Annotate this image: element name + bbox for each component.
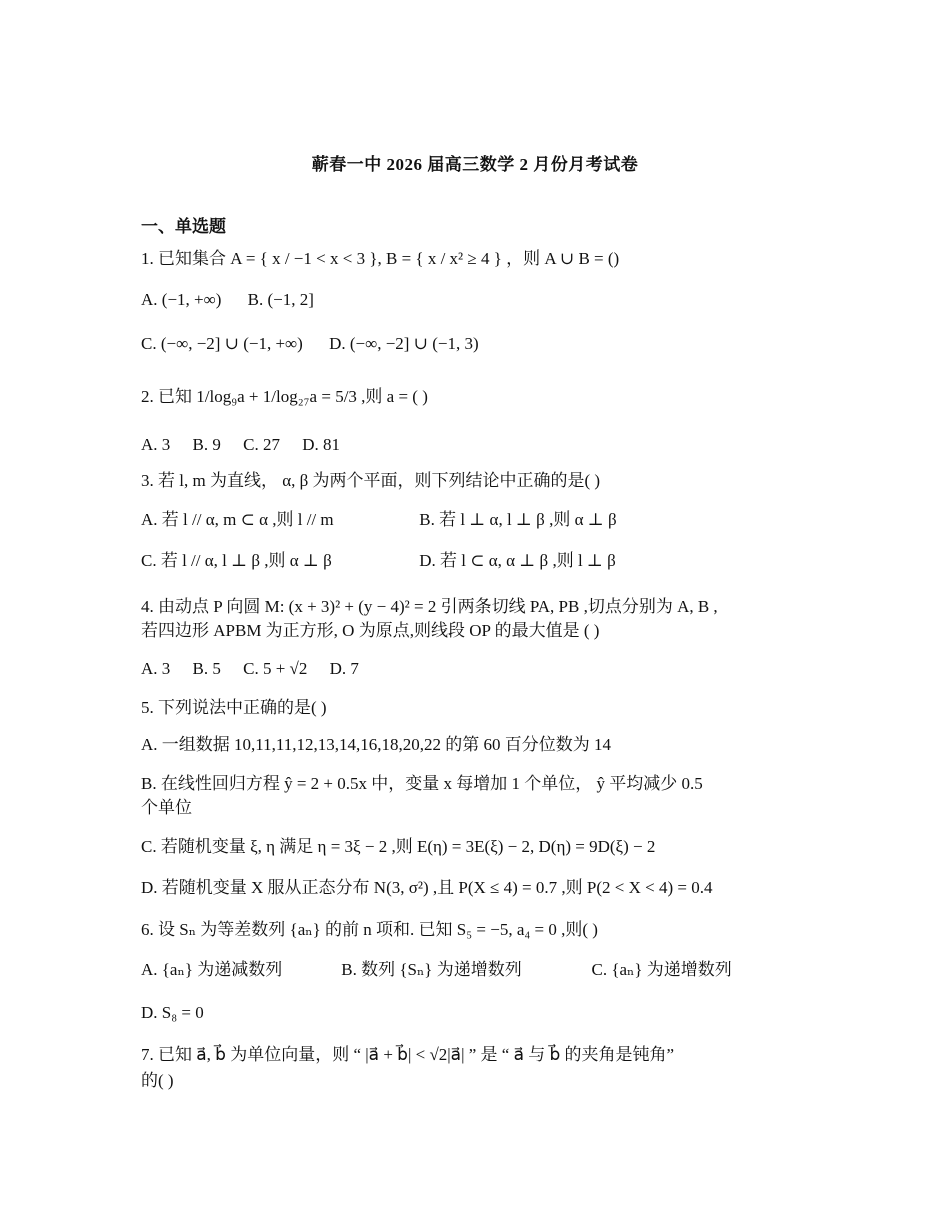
question-7-stem-cont: 的( ) [141, 1071, 174, 1090]
option-c: C. 5 + √2 [243, 659, 308, 678]
question-6-options-row1 [141, 959, 821, 981]
option-a: A. 若 l // α, m ⊂ α ,则 l // m [141, 510, 334, 529]
option-b: B. 数列 {Sₙ} 为递增数列 [341, 960, 522, 979]
question-2-options [141, 434, 821, 456]
option-d: D. (−∞, −2] ∪ (−1, 3) [329, 334, 479, 353]
question-5-stem: 5. 下列说法中正确的是( ) [141, 698, 327, 717]
option-a: A. 3 [141, 659, 171, 678]
question-6-stem: 6. 设 Sₙ 为等差数列 {aₙ} 的前 n 项和. 已知 S₅ = −5, a₄ = 0 ,则( ) [141, 920, 598, 939]
option-d: D. 81 [302, 435, 340, 454]
question-1-stem: 1. 已知集合 A = { x / −1 < x < 3 }, B = { x / x² ≥ 4 } ，则 A ∪ B = () [141, 249, 620, 268]
question-1-options-row1 [141, 289, 821, 311]
option-c: C. {aₙ} 为递增数列 [591, 960, 732, 979]
question-3-options-row1 [141, 509, 821, 531]
option-c: C. 27 [243, 435, 280, 454]
question-3-options-row2 [141, 550, 821, 572]
option-b: B. 若 l ⊥ α, l ⊥ β ,则 α ⊥ β [419, 510, 617, 529]
option-c: C. 若 l // α, l ⊥ β ,则 α ⊥ β [141, 551, 332, 570]
option-b: B. 5 [192, 659, 221, 678]
option-d: D. 7 [329, 659, 359, 678]
question-4-stem-cont: 若四边形 APBM 为正方形, O 为原点,则线段 OP 的最大值是 ( ) [141, 621, 600, 640]
option-c: C. (−∞, −2] ∪ (−1, +∞) [141, 334, 303, 353]
option-a: A. {aₙ} 为递减数列 [141, 960, 283, 979]
question-3-stem: 3. 若 l, m 为直线， α, β 为两个平面，则下列结论中正确的是( ) [141, 471, 601, 490]
question-4-stem: 4. 由动点 P 向圆 M: (x + 3)² + (y − 4)² = 2 引两条切线 PA, PB ,切点分别为 A, B , [141, 597, 718, 616]
option-a: A. 3 [141, 435, 171, 454]
question-5-option-d: D. 若随机变量 X 服从正态分布 N(3, σ²) ,且 P(X ≤ 4) = 0.7 ,则 P(2 < X < 4) = 0.4 [141, 878, 713, 897]
question-6-option-d: D. S₈ = 0 [141, 1003, 204, 1022]
question-5-option-b-cont: 个单位 [141, 798, 192, 817]
question-5-option-c: C. 若随机变量 ξ, η 满足 η = 3ξ − 2 ,则 E(η) = 3E(ξ) − 2, D(η) = 9D(ξ) − 2 [141, 837, 656, 856]
option-b: B. 9 [192, 435, 221, 454]
question-1-options-row2 [141, 333, 821, 355]
option-a: A. (−1, +∞) [141, 290, 222, 309]
question-7-stem: 7. 已知 a⃗, b⃗ 为单位向量，则 “ |a⃗ + b⃗| < √2|a⃗| ” 是 “ a⃗ 与 b⃗ 的夹角是钝角” [141, 1045, 675, 1064]
question-4-options [141, 658, 821, 680]
exam-title: 蕲春一中 2026 届高三数学 2 月份月考试卷 [311, 155, 639, 174]
question-2-stem: 2. 已知 1/log₉a + 1/log₂₇a = 5/3 ,则 a = ( ) [141, 387, 428, 406]
question-5-option-b: B. 在线性回归方程 ŷ = 2 + 0.5x 中，变量 x 每增加 1 个单位， ŷ 平均减少 0.5 [141, 774, 703, 793]
option-b: B. (−1, 2] [247, 290, 314, 309]
option-d: D. 若 l ⊂ α, α ⊥ β ,则 l ⊥ β [419, 551, 616, 570]
section-heading: 一、单选题 [141, 217, 226, 236]
question-5-option-a: A. 一组数据 10,11,11,12,13,14,16,18,20,22 的第 60 百分位数为 14 [141, 735, 612, 754]
